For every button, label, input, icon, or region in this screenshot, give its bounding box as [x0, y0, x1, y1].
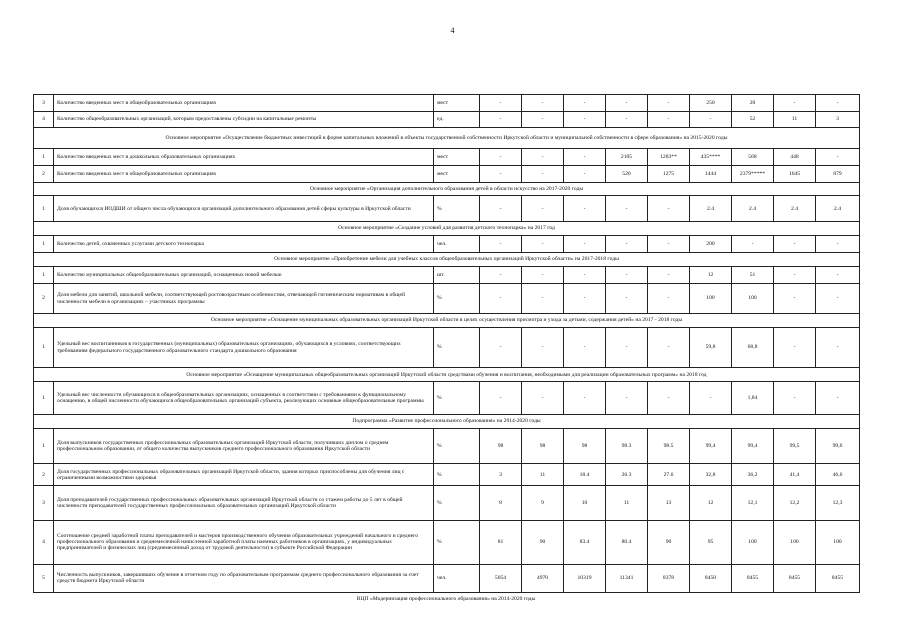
table-row: [34, 111, 860, 128]
indicator-name: Количество муниципальных общеобразовательных организаций, оснащенных новой мебелью: [54, 267, 434, 284]
value-cell: -: [522, 165, 564, 182]
value-cell: 8455: [732, 564, 774, 592]
unit-cell: чел.: [434, 564, 480, 592]
table-row: [34, 428, 860, 463]
unit-cell: %: [434, 327, 480, 368]
value-cell: -: [480, 283, 522, 313]
value-cell: 20: [732, 95, 774, 112]
value-cell: 68,8: [732, 327, 774, 368]
indicator-name: Численность выпускников, завершивших обучение в отчетном году по образовательным программам среднего профессионального образования за счет средств бюджета Иркутской области: [54, 564, 434, 592]
row-number: 3: [34, 95, 54, 112]
indicator-name: Количество введенных мест в общеобразовательных организациях: [54, 165, 434, 182]
value-cell: -: [690, 382, 732, 415]
table-row: [34, 235, 860, 252]
value-cell: -: [774, 267, 816, 284]
table-row: [34, 382, 860, 415]
unit-cell: %: [434, 382, 480, 415]
value-cell: -: [480, 235, 522, 252]
table-row: [34, 564, 860, 592]
value-cell: -: [648, 95, 690, 112]
value-cell: 2.4: [816, 196, 860, 222]
value-cell: -: [774, 283, 816, 313]
section-header-row: [34, 368, 860, 382]
value-cell: -: [522, 111, 564, 128]
row-number: 4: [34, 111, 54, 128]
value-cell: -: [480, 111, 522, 128]
value-cell: -: [480, 382, 522, 415]
value-cell: 2.4: [732, 196, 774, 222]
value-cell: 18.4: [564, 464, 606, 486]
value-cell: 32,8: [690, 464, 732, 486]
row-number: 1: [34, 428, 54, 463]
value-cell: 8378: [648, 564, 690, 592]
value-cell: -: [648, 283, 690, 313]
unit-cell: %: [434, 464, 480, 486]
unit-cell: чел.: [434, 235, 480, 252]
value-cell: -: [606, 327, 648, 368]
value-cell: -: [480, 327, 522, 368]
value-cell: 12,1: [732, 486, 774, 520]
value-cell: 520: [606, 165, 648, 182]
value-cell: -: [774, 382, 816, 415]
value-cell: 26.3: [606, 464, 648, 486]
value-cell: 11341: [606, 564, 648, 592]
value-cell: -: [480, 149, 522, 166]
table-row: [34, 464, 860, 486]
value-cell: 51: [732, 267, 774, 284]
value-cell: 2379*****: [732, 165, 774, 182]
value-cell: 98: [522, 428, 564, 463]
row-number: 2: [34, 165, 54, 182]
indicator-name: Доля мебели для занятий, школьной мебели, соответствующей ростовозрастным особенностям, отвечающей гигиеническим нормативам в общей численности мебели в организациях – участниках программы: [54, 283, 434, 313]
section-title: Основное мероприятие «Осуществление бюджетных инвестиций в форме капитальных вложений в объекты государственной собственности Иркутской области и муниципальной собственности в сфере образования» на 2015-2020 годы: [34, 128, 860, 149]
table-row: [34, 520, 860, 564]
table-body: [34, 95, 860, 593]
unit-cell: %: [434, 196, 480, 222]
value-cell: 98: [480, 428, 522, 463]
indicator-name: Доля государственных профессиональных образовательных организаций Иркутской области, здания которых приспособлены для обучения лиц с ограниченными возможностями здоровья: [54, 464, 434, 486]
value-cell: -: [522, 196, 564, 222]
value-cell: 11: [606, 486, 648, 520]
value-cell: 100: [732, 520, 774, 564]
value-cell: 250: [690, 95, 732, 112]
section-header-row: [34, 415, 860, 429]
indicator-name: Количество введенных мест в дошкольных образовательных организациях: [54, 149, 434, 166]
row-number: 5: [34, 564, 54, 592]
value-cell: 1283**: [648, 149, 690, 166]
indicator-name: Удельный вес численности обучающихся в общеобразовательных организациях, оснащенных в соответствии с требованиями к функциональному оснащению, в общей численности обучающихся общеобразовательных организаций субъекта, реализующих основные общеобразовательные программы: [54, 382, 434, 415]
section-title: Основное мероприятие «Организация дополнительного образования детей в области искусство на 2017-2020 годы: [34, 182, 860, 196]
row-number: 2: [34, 283, 54, 313]
indicator-name: Соотношение средней заработной платы преподавателей и мастеров производственного обучения образовательных учреждений начального и среднего профессионального образования и среднемесячной начисленной заработной платы наемных работников в организациях, у индивидуальных предпринимателей и физических лиц (среднемесячный доход от трудовой деятельности) в субъекте Российской Федерации: [54, 520, 434, 564]
value-cell: 435****: [690, 149, 732, 166]
section-title: Основное мероприятие «Оснащение муниципальных образовательных организаций Иркутской области в целях осуществления присмотра и ухода за детьми, содержания детей» на 2017 - 2018 годы: [34, 314, 860, 328]
value-cell: -: [564, 165, 606, 182]
value-cell: 83.4: [564, 520, 606, 564]
unit-cell: %: [434, 428, 480, 463]
value-cell: -: [522, 95, 564, 112]
value-cell: 1,84: [732, 382, 774, 415]
value-cell: 568: [732, 149, 774, 166]
value-cell: -: [648, 382, 690, 415]
value-cell: -: [774, 235, 816, 252]
value-cell: -: [648, 235, 690, 252]
page-number: 4: [450, 26, 455, 35]
value-cell: -: [774, 327, 816, 368]
value-cell: 879: [816, 165, 860, 182]
table-row: [34, 149, 860, 166]
value-cell: 12: [690, 486, 732, 520]
value-cell: -: [816, 382, 860, 415]
unit-cell: мест: [434, 149, 480, 166]
value-cell: 46,6: [816, 464, 860, 486]
value-cell: 41,4: [774, 464, 816, 486]
indicator-name: Количество детей, охваченных услугами детского технопарка: [54, 235, 434, 252]
value-cell: -: [648, 196, 690, 222]
value-cell: 99,4: [690, 428, 732, 463]
unit-cell: %: [434, 283, 480, 313]
value-cell: 448: [774, 149, 816, 166]
value-cell: 27.6: [648, 464, 690, 486]
value-cell: -: [648, 267, 690, 284]
value-cell: -: [522, 235, 564, 252]
table-row: [34, 267, 860, 284]
unit-cell: мест: [434, 165, 480, 182]
value-cell: -: [774, 95, 816, 112]
value-cell: 2.4: [774, 196, 816, 222]
value-cell: 13: [648, 486, 690, 520]
value-cell: -: [606, 95, 648, 112]
value-cell: -: [480, 267, 522, 284]
row-number: 3: [34, 486, 54, 520]
value-cell: -: [564, 111, 606, 128]
value-cell: -: [564, 267, 606, 284]
row-number: 2: [34, 464, 54, 486]
row-number: 4: [34, 520, 54, 564]
section-header-row: [34, 182, 860, 196]
value-cell: 5054: [480, 564, 522, 592]
value-cell: 52: [732, 111, 774, 128]
table-row: [34, 283, 860, 313]
value-cell: 99,5: [774, 428, 816, 463]
value-cell: 1275: [648, 165, 690, 182]
value-cell: -: [522, 382, 564, 415]
section-title: Основное мероприятие «Приобретение мебели для учебных классов общеобразовательных организаций Иркутской области» на 2017-2018 годы: [34, 252, 860, 267]
value-cell: 99,6: [816, 428, 860, 463]
indicator-name: Доля обучающихся ИОДШИ от общего числа обучающихся организаций дополнительного образования детей сферы культуры в Иркутской области: [54, 196, 434, 222]
unit-cell: мест: [434, 95, 480, 112]
table-row: [34, 95, 860, 112]
value-cell: 3: [480, 464, 522, 486]
unit-cell: %: [434, 520, 480, 564]
value-cell: -: [690, 111, 732, 128]
value-cell: -: [606, 235, 648, 252]
value-cell: 2.4: [690, 196, 732, 222]
value-cell: 4970: [522, 564, 564, 592]
value-cell: 2105: [606, 149, 648, 166]
value-cell: -: [480, 165, 522, 182]
value-cell: 36,2: [732, 464, 774, 486]
value-cell: -: [816, 149, 860, 166]
value-cell: -: [606, 111, 648, 128]
value-cell: -: [816, 95, 860, 112]
table-row: [34, 486, 860, 520]
value-cell: -: [522, 267, 564, 284]
section-header-row: [34, 314, 860, 328]
value-cell: 11: [774, 111, 816, 128]
value-cell: -: [732, 235, 774, 252]
value-cell: 10319: [564, 564, 606, 592]
value-cell: 8455: [816, 564, 860, 592]
value-cell: -: [480, 95, 522, 112]
value-cell: 1444: [690, 165, 732, 182]
value-cell: -: [564, 327, 606, 368]
value-cell: 12,3: [816, 486, 860, 520]
value-cell: 100: [690, 283, 732, 313]
value-cell: -: [522, 283, 564, 313]
indicators-table: [33, 94, 860, 593]
value-cell: 100: [816, 520, 860, 564]
value-cell: -: [564, 283, 606, 313]
unit-cell: %: [434, 486, 480, 520]
indicator-name: Доля преподавателей государственных профессиональных образовательных организаций Иркутской области со стажем работы до 5 лет в общей численности преподавателей государственных профессиональных образовательных организаций Иркутской области: [54, 486, 434, 520]
row-number: 1: [34, 196, 54, 222]
value-cell: -: [564, 149, 606, 166]
value-cell: -: [564, 382, 606, 415]
table-continuation-heading: ВЦП «Модернизация профессионального образования» на 2014-2020 годы: [356, 596, 536, 602]
value-cell: 90: [648, 520, 690, 564]
indicator-name: Количество общеобразовательных организаций, которым предоставлены субсидии на капитальные ремонты: [54, 111, 434, 128]
value-cell: 12: [690, 267, 732, 284]
value-cell: 99,4: [732, 428, 774, 463]
value-cell: 8: [480, 486, 522, 520]
value-cell: -: [606, 382, 648, 415]
value-cell: 98: [564, 428, 606, 463]
value-cell: -: [564, 196, 606, 222]
indicator-name: Количество введенных мест в общеобразовательных организациях: [54, 95, 434, 112]
value-cell: 90: [522, 520, 564, 564]
value-cell: -: [480, 196, 522, 222]
section-header-row: [34, 222, 860, 236]
section-header-row: [34, 128, 860, 149]
value-cell: 95: [690, 520, 732, 564]
value-cell: 81: [480, 520, 522, 564]
value-cell: 11: [522, 464, 564, 486]
value-cell: -: [816, 283, 860, 313]
value-cell: 9: [522, 486, 564, 520]
table-row: [34, 196, 860, 222]
value-cell: 98.3: [606, 428, 648, 463]
value-cell: -: [648, 327, 690, 368]
unit-cell: шт.: [434, 267, 480, 284]
section-header-row: [34, 252, 860, 267]
value-cell: 1645: [774, 165, 816, 182]
indicator-name: Доля выпускников государственных профессиональных образовательных организаций Иркутской области, получивших диплом о среднем профессиональном образовании, от общего количества выпускников среднего профессионального образования Иркутской области: [54, 428, 434, 463]
table-row: [34, 165, 860, 182]
value-cell: 80.4: [606, 520, 648, 564]
row-number: 1: [34, 235, 54, 252]
value-cell: 100: [774, 520, 816, 564]
value-cell: 10: [564, 486, 606, 520]
row-number: 1: [34, 149, 54, 166]
value-cell: -: [606, 196, 648, 222]
section-title: Основное мероприятие «Оснащение муниципальных общеобразовательных организаций Иркутской области средствами обучения и воспитания, необходимыми для реализации образовательных программ» на 2018 год: [34, 368, 860, 382]
value-cell: -: [816, 235, 860, 252]
row-number: 1: [34, 267, 54, 284]
value-cell: 200: [690, 235, 732, 252]
value-cell: 8455: [774, 564, 816, 592]
value-cell: -: [522, 149, 564, 166]
value-cell: -: [564, 95, 606, 112]
value-cell: -: [648, 111, 690, 128]
row-number: 1: [34, 382, 54, 415]
value-cell: 12,2: [774, 486, 816, 520]
value-cell: 100: [732, 283, 774, 313]
value-cell: -: [564, 235, 606, 252]
value-cell: 59,8: [690, 327, 732, 368]
table-row: [34, 327, 860, 368]
value-cell: -: [606, 283, 648, 313]
value-cell: 8450: [690, 564, 732, 592]
value-cell: 98.5: [648, 428, 690, 463]
value-cell: -: [522, 327, 564, 368]
section-title: Основное мероприятие «Создание условий для развития детского технопарка» на 2017 год: [34, 222, 860, 236]
value-cell: 3: [816, 111, 860, 128]
unit-cell: ед.: [434, 111, 480, 128]
value-cell: -: [606, 267, 648, 284]
row-number: 1: [34, 327, 54, 368]
value-cell: -: [816, 327, 860, 368]
value-cell: -: [816, 267, 860, 284]
indicator-name: Удельный вес воспитанников в государственных (муниципальных) образовательных организациях, обучающихся в условиях, соответствующих требованиям федерального государственного образовательного стандарта дошкольного образования: [54, 327, 434, 368]
section-title: Подпрограмма «Развитие профессионального образования» на 2014-2020 годы: [34, 415, 860, 429]
